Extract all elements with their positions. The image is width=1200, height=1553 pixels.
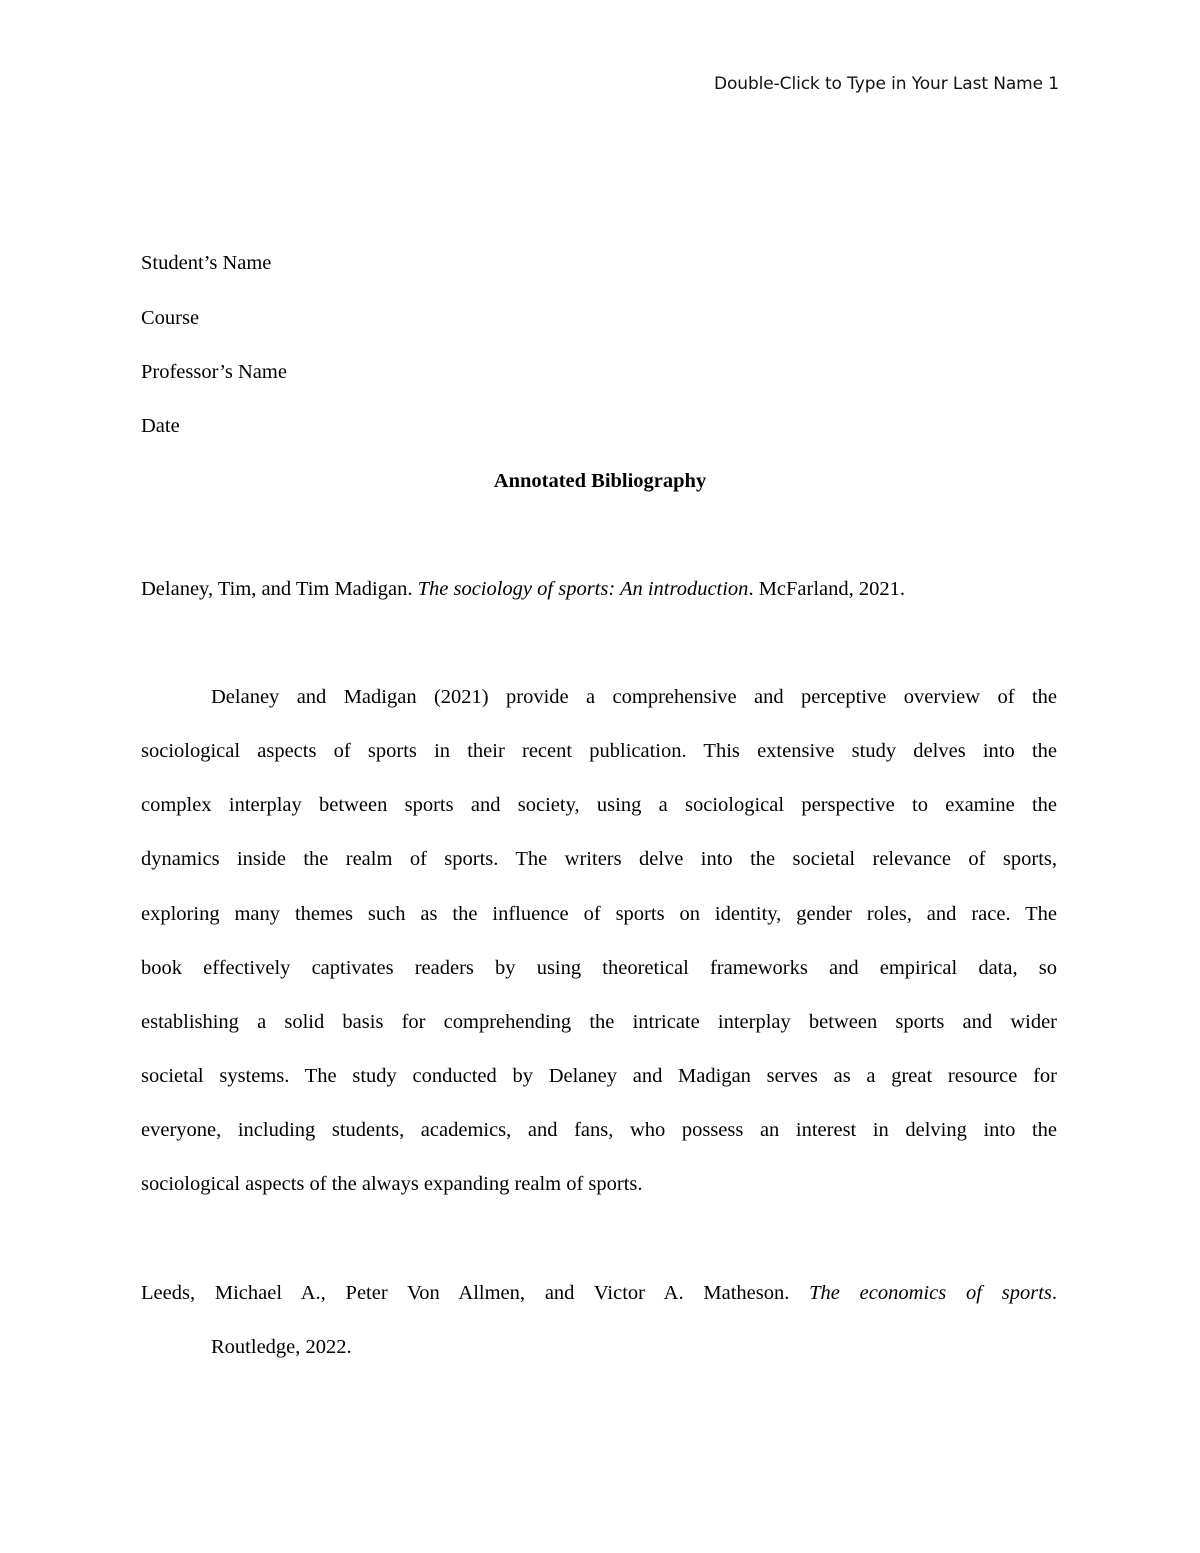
professor-name: Professor’s Name (141, 361, 287, 383)
annotation-line: exploring many themes such as the influence of sports on identity, gender roles, and race. The (141, 903, 1057, 925)
running-head[interactable]: Double-Click to Type in Your Last Name 1 (714, 74, 1059, 94)
annotation-line: everyone, including students, academics, and fans, who possess an interest in delving into the (141, 1119, 1057, 1141)
citation-1-title: The sociology of sports: An introduction (417, 578, 749, 600)
citation-1-rest: . McFarland, 2021. (748, 578, 906, 600)
citation-2-authors: Leeds, Michael A., Peter Von Allmen, and Victor A. Matheson. (141, 1282, 810, 1304)
citation-2-continuation: Routledge, 2022. (211, 1336, 352, 1358)
annotation-line: Delaney and Madigan (2021) provide a comprehensive and perceptive overview of the (211, 686, 1057, 708)
annotation-line: dynamics inside the realm of sports. The writers delve into the societal relevance of sports, (141, 848, 1057, 870)
citation-2 (141, 1282, 1057, 1305)
date: Date (141, 415, 180, 437)
document-title: Annotated Bibliography (493, 470, 707, 492)
student-name: Student’s Name (141, 252, 272, 274)
annotation-line: societal systems. The study conducted by Delaney and Madigan serves as a great resource for (141, 1065, 1057, 1087)
annotation-line: book effectively captivates readers by using theoretical frameworks and empirical data, so (141, 957, 1057, 979)
course: Course (141, 307, 200, 329)
annotation-line: complex interplay between sports and society, using a sociological perspective to examine the (141, 794, 1057, 816)
citation-1 (141, 578, 905, 601)
citation-1-authors: Delaney, Tim, and Tim Madigan. (141, 578, 418, 600)
citation-2-rest: . (1051, 1282, 1057, 1304)
annotation-line: sociological aspects of sports in their recent publication. This extensive study delves into the (141, 740, 1057, 762)
annotation-line: establishing a solid basis for comprehending the intricate interplay between sports and wider (141, 1011, 1057, 1033)
citation-2-title: The economics of sports (809, 1282, 1052, 1304)
annotation-line: sociological aspects of the always expanding realm of sports. (141, 1173, 643, 1195)
